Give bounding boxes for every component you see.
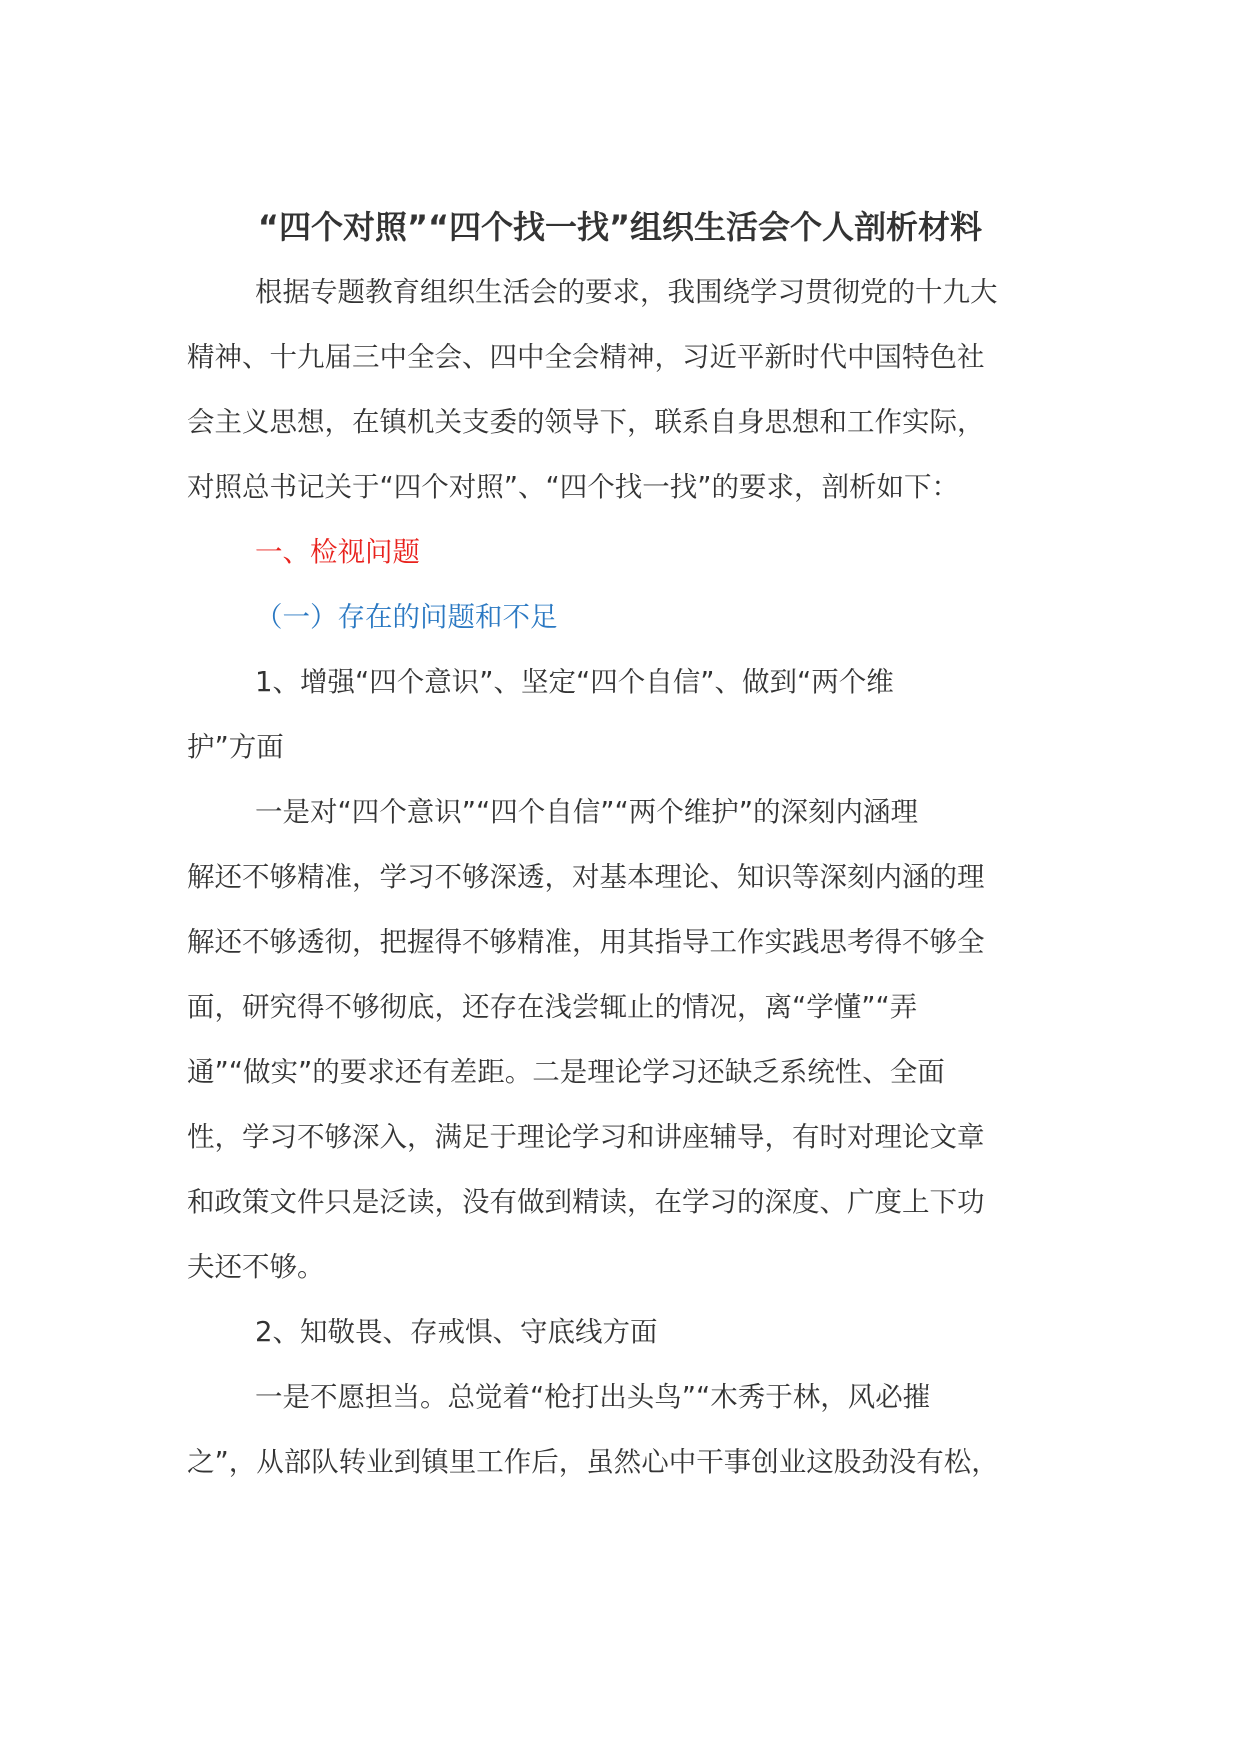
paragraph-line: 精神、十九届三中全会、四中全会精神，习近平新时代中国特色社 xyxy=(187,341,985,373)
paragraph-line: 一是对“四个意识”“四个自信”“两个维护”的深刻内涵理 xyxy=(255,796,918,828)
paragraph-line: 面，研究得不够彻底，还存在浅尝辄止的情况，离“学懂”“弄 xyxy=(187,991,918,1023)
section-heading: 一、检视问题 xyxy=(255,536,420,568)
paragraph-line: 会主义思想，在镇机关支委的领导下，联系自身思想和工作实际， xyxy=(187,406,985,438)
paragraph-line: 一是不愿担当。总觉着“枪打出头鸟”“木秀于林，风必摧 xyxy=(255,1381,931,1413)
paragraph-line: 和政策文件只是泛读，没有做到精读，在学习的深度、广度上下功 xyxy=(187,1186,985,1218)
document-title: “四个对照”“四个找一找”组织生活会个人剖析材料 xyxy=(257,208,983,246)
item-heading: 2、知敬畏、存戒惧、守底线方面 xyxy=(255,1316,658,1348)
subsection-heading: （一）存在的问题和不足 xyxy=(255,601,558,633)
paragraph-line: 之”，从部队转业到镇里工作后，虽然心中干事创业这股劲没有松， xyxy=(187,1446,999,1478)
paragraph-line: 夫还不够。 xyxy=(187,1251,325,1283)
document-body xyxy=(187,260,1067,1495)
paragraph-line: 对照总书记关于“四个对照”、“四个找一找”的要求，剖析如下： xyxy=(187,471,959,503)
paragraph-line: 根据专题教育组织生活会的要求，我围绕学习贯彻党的十九大 xyxy=(255,276,998,308)
item-heading: 护”方面 xyxy=(187,731,284,763)
paragraph-line: 解还不够精准，学习不够深透，对基本理论、知识等深刻内涵的理 xyxy=(187,861,985,893)
paragraph-line: 解还不够透彻，把握得不够精准，用其指导工作实践思考得不够全 xyxy=(187,926,985,958)
paragraph-line: 性，学习不够深入，满足于理论学习和讲座辅导，有时对理论文章 xyxy=(187,1121,985,1153)
paragraph-line: 通”“做实”的要求还有差距。二是理论学习还缺乏系统性、全面 xyxy=(187,1056,945,1088)
item-heading: 1、增强“四个意识”、坚定“四个自信”、做到“两个维 xyxy=(255,666,894,698)
